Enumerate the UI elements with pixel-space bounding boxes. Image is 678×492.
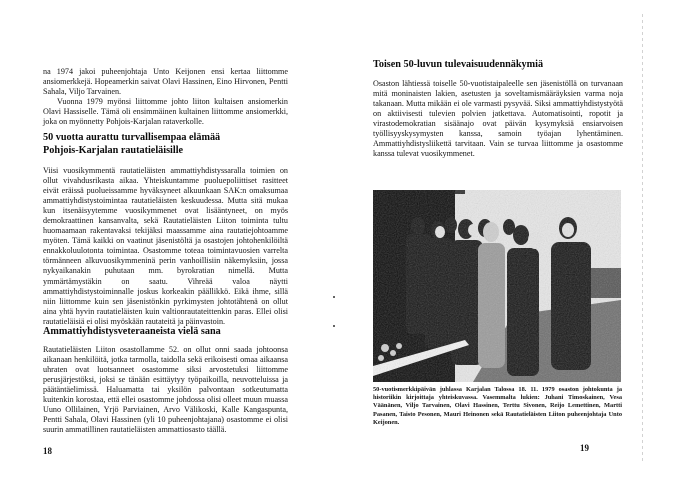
section-body-50-vuotta (43, 166, 288, 327)
intro-text (43, 67, 288, 127)
group-photo-illustration (373, 190, 621, 382)
scan-speck (333, 296, 335, 298)
intro-paragraph-1: na 1974 jakoi puheenjohtaja Unto Keijonen ensi kertaa liittomme ansiomerkkejä. Hopeamerkin saivat Olavi Hassinen, Eino Hirvonen, Pentti Sahala, Viljo Tarvainen. (43, 67, 288, 97)
section-body-veteraanit (43, 345, 288, 435)
intro-paragraph-2: Vuonna 1979 myönsi liittomme johto liiton kultaisen ansiomerkin Olavi Hassiselle. Tämä oli ensimmäinen kultainen liittomme ansiomerkki, joka on myönnetty Pohjois-Karjalan rataverkolle. (43, 97, 288, 127)
page-number-right: 19 (580, 443, 589, 453)
page-number-left: 18 (43, 446, 52, 456)
section-heading-50-vuotta (43, 132, 303, 157)
page-edge (642, 14, 643, 464)
section-paragraph: Rautatieläisten Liiton osastollamme 52. on ollut onni saada johtoonsa aikanaan henkilöitä, jotka tarmolla, taidolla sekä erikoisesti omaa aikaansa uhraten ovat luotsanneet osastomme siksi arvostetuksi liittomme perusjärjestöksi, joksi se tänään esittäytyy työpaikoilla, neuvotteluissa ja päätäntäelimissä. Haluamatta tai yksilön palvontaan sotkeutumatta kuitenkin korostaa, että ellei osastomme johdossa olisi olleet muun muassa Uuno Ollilainen, Yrjö Parviainen, Arvo Välikoski, Kalle Kangaspunta, Pentti Sahala, Olavi Hassinen (yli 10 puheenjohtajana) osastomme ei olisi suurin ammatillinen rautatieläisten ammattiosasto täällä. (43, 345, 288, 435)
right-page (340, 0, 678, 492)
section-paragraph: Viisi vuosikymmentä rautatieläisten ammattiyhdistyssaralla toimien on ollut vivahdusrikasta aikaa. Yhteiskuntamme puoluepoliittiset rasitteet eivät eräissä puolueissamme hyväksyneet alkuunkaan SAK:n omaksumaa ammattiyhdistystoimintaa rautatieläisten keskuudessa. Mutta sitä mukaa kun itsenäisyytemme vuosikymmenet ovat lisääntyneet, on myös demokraattinen kansanvalta, sekä Rautatieläisten Liiton toiminta tultu huomaamaan rakentavaksi tekijäksi maassamme aina rautatiejohtoamme myöten. Tämä kaikki on vaatinut jäsenistöltä ja osastojen johtohenkilöiltä ennakkoluulotonta toimintaa. Osastomme toteaa toimintavuosien varrelta törmänneen alkuvuosikymmeninä perin vanhoillisiin näkemyksiin, jossa nykyaikanakin puhutaan mm. byrokratian nimellä. Mutta ymmärtämystäkin on saatu. Vihreää valoa näytti ammattiyhdistystoiminnalle joskus korkeakin päällikkö. Eikä ihme, sillä niin liittomme kuin sen jäsenistönkin pyrkimysten johtotähtenä on ollut aina yhtä hyvin rautatieläisten kuin valtionrautateittenkin paras. Ellei olisi rautatieläisiä ei olisi myöskään rautateitä ja päinvastoin. (43, 166, 288, 326)
section-heading-line-1: 50 vuotta aurattu turvallisempaa elämää (43, 132, 221, 143)
section-paragraph: Osaston lähtiessä toiselle 50-vuotistaipaleelle sen jäsenistöllä on turvanaan mitä moninaisten lakien, asetusten ja soveltamismääräyksien varma noja takanaan. Mutta mikään ei ole varmasti pysyvää. Siksi ammattiyhdistystyötä on aktiivisesti tulevien polvien jatkettava. Automatisointi, ropotit ja virastodemokratian sisäänajo ovat päivän kysymyksiä ensiarvoisen työllisyyskysymysten kanssa, samoin työajan lyhentäminen. Ammattiyhdistysliikettä tarvitaan. Vain se turvaa liittomme ja osastomme kanssa tulevat vuosikymmenet. (373, 79, 623, 159)
section-heading-veteraanit: Ammattiyhdistysveteraaneista vielä sana (43, 326, 221, 337)
section-heading-tulevaisuus: Toisen 50-luvun tulevaisuudennäkymiä (373, 59, 544, 70)
section-heading-line-2: Pohjois-Karjalan rautatieläisille (43, 144, 184, 156)
group-photo (373, 190, 621, 382)
section-body-tulevaisuus (373, 79, 623, 159)
scan-speck (333, 325, 335, 327)
photo-caption: 50-vuotismerkkipäivän juhlassa Karjalan Talossa 18. 11. 1979 osaston johtokunta ja historiikin kirjoittaja yhteiskuvassa. Vasemmalta lukien: Juhani Timoskainen, Vesa Väänänen, Viljo Tarvainen, Olavi Hassinen, Terttu Sivonen, Reijo Lemettinen, Martti Pasanen, Taisto Pesonen, Mauri Heinonen sekä Rautatieläisten Liiton puheenjohtaja Unto Keijonen. (373, 386, 622, 426)
